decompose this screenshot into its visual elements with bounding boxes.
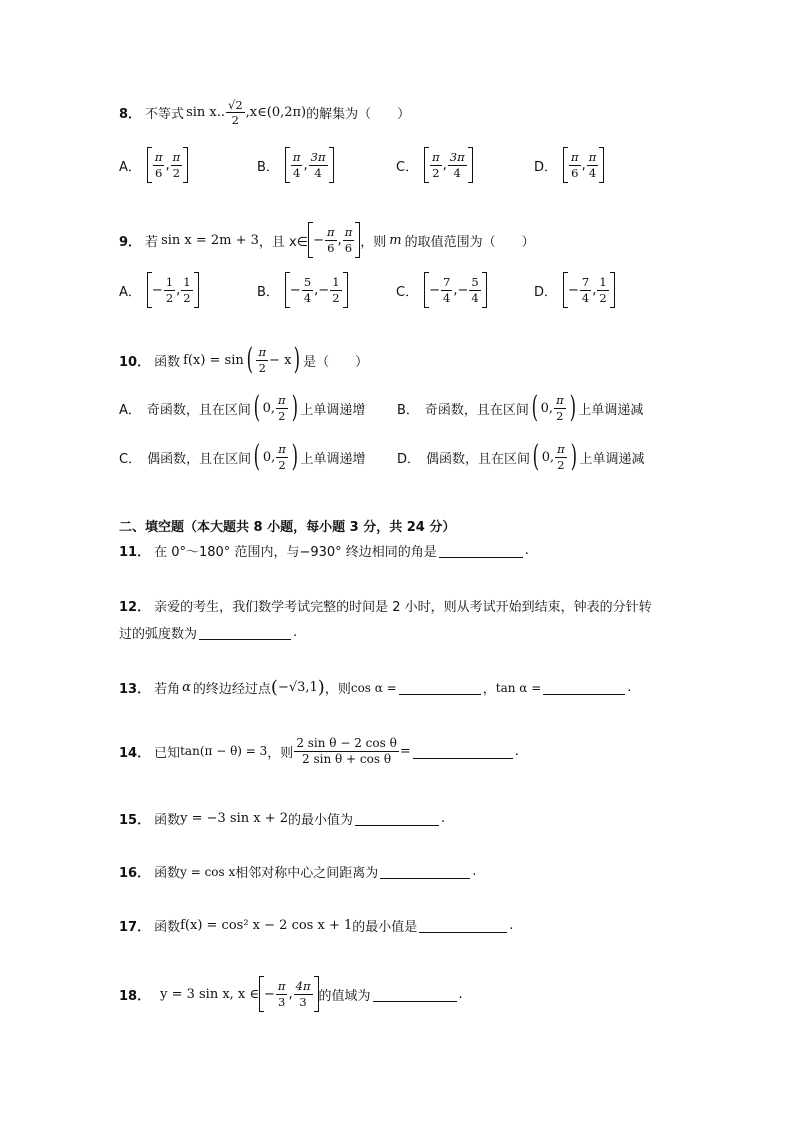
question-14 bbox=[119, 737, 519, 765]
option-letter: B． bbox=[397, 402, 419, 418]
question-number: 17． bbox=[119, 920, 151, 935]
bracket bbox=[482, 272, 487, 308]
numerator: 5 bbox=[303, 275, 312, 290]
question-text: ，则 bbox=[360, 234, 387, 250]
answer-blank[interactable] bbox=[355, 811, 439, 826]
sign: − bbox=[429, 282, 440, 298]
numerator: π bbox=[556, 393, 564, 408]
numerator: π bbox=[588, 150, 597, 165]
paren-left: ( bbox=[253, 439, 261, 474]
question-text: 在 0°～180° 范围内，与−930° 终边相同的角是 bbox=[154, 545, 437, 560]
bracket bbox=[343, 272, 348, 308]
bracket bbox=[468, 147, 473, 183]
paren-left: ( bbox=[532, 439, 540, 474]
denominator: 2 bbox=[557, 457, 565, 472]
numerator: π bbox=[172, 150, 181, 165]
fraction bbox=[309, 151, 328, 178]
option-letter: A． bbox=[119, 402, 141, 418]
question-12 bbox=[119, 596, 652, 615]
paren-right: ) bbox=[291, 390, 298, 425]
question-18: 18． y = 3 sin x, x ∈ − $\frac{\pi}{3}$ , $\frac{4\pi}{3}$ 的值域为 . bbox=[119, 976, 463, 1012]
numerator: π bbox=[571, 150, 579, 165]
question-16 bbox=[119, 862, 476, 881]
fraction bbox=[291, 151, 303, 178]
fraction bbox=[448, 151, 467, 178]
option-text: 奇函数，且在区间 bbox=[424, 402, 529, 418]
answer-blank[interactable] bbox=[413, 744, 513, 759]
math-expression: y = 3 sin x, x ∈ bbox=[160, 986, 260, 1002]
option-letter: A． bbox=[119, 159, 141, 175]
question-text: 不等式 bbox=[145, 107, 185, 123]
math-expression: sin x.. bbox=[186, 105, 225, 121]
fraction bbox=[469, 276, 480, 303]
question-text: 的解集为（ ） bbox=[306, 107, 411, 123]
paren-left: ( bbox=[531, 390, 539, 425]
paren-right: ) bbox=[317, 677, 325, 698]
punctuation: . bbox=[472, 864, 477, 879]
denominator: 3 bbox=[299, 994, 307, 1009]
question-number: 11． bbox=[119, 545, 151, 560]
paren-right: ) bbox=[569, 390, 576, 425]
option-letter: C． bbox=[396, 159, 419, 175]
question-number: 8． bbox=[119, 107, 142, 123]
answer-blank[interactable] bbox=[380, 864, 470, 879]
numerator: 7 bbox=[581, 275, 590, 290]
fraction bbox=[587, 151, 599, 178]
numerator: 4π bbox=[295, 979, 311, 994]
option-text: 偶函数，且在区间 bbox=[426, 451, 531, 467]
denominator: 6 bbox=[571, 165, 579, 180]
bracket bbox=[183, 147, 188, 183]
option-9c[interactable]: C． − $\frac{7}{4}$ , − $\frac{5}{4}$ bbox=[396, 272, 487, 308]
answer-blank[interactable] bbox=[439, 543, 523, 558]
math-expression: − x bbox=[269, 352, 292, 368]
denominator: 4 bbox=[303, 290, 312, 305]
denominator: 4 bbox=[293, 165, 301, 180]
bracket bbox=[424, 147, 429, 183]
option-letter: C． bbox=[396, 284, 419, 300]
punctuation: ， bbox=[482, 682, 496, 697]
answer-blank[interactable] bbox=[419, 918, 507, 933]
fraction bbox=[343, 226, 355, 253]
option-letter: D． bbox=[534, 159, 558, 175]
question-number: 15． bbox=[119, 813, 151, 828]
sign: − bbox=[289, 282, 301, 298]
question-text: ，则 bbox=[324, 682, 351, 697]
option-8c[interactable]: C． $\frac{\pi}{2}$ , $\frac{3\pi}{4}$ bbox=[396, 147, 473, 183]
answer-blank-cos[interactable] bbox=[399, 680, 481, 695]
question-text: ，则 bbox=[267, 745, 294, 761]
punctuation: . bbox=[441, 811, 446, 826]
question-text: ，且 x∈ bbox=[258, 234, 309, 250]
fraction bbox=[276, 980, 288, 1007]
denominator: 2 bbox=[332, 290, 340, 305]
numerator: π bbox=[432, 150, 440, 165]
numerator: 2 sin θ − 2 cos θ bbox=[296, 736, 397, 750]
option-10c[interactable] bbox=[119, 439, 366, 474]
option-8d[interactable]: D． $\frac{\pi}{6}$ , $\frac{\pi}{4}$ bbox=[534, 147, 604, 183]
question-text: 若 bbox=[145, 234, 159, 250]
question-13 bbox=[119, 677, 631, 698]
option-9d[interactable]: D． − $\frac{7}{4}$ , $\frac{1}{2}$ bbox=[534, 272, 615, 308]
question-15 bbox=[119, 809, 445, 828]
question-text: 的最小值为 bbox=[288, 813, 354, 828]
fraction bbox=[330, 276, 341, 303]
answer-blank[interactable] bbox=[373, 987, 457, 1002]
denominator: 4 bbox=[581, 290, 590, 305]
question-10 bbox=[119, 342, 369, 377]
bracket bbox=[610, 272, 615, 308]
math-expression: ,x∈(0,2π) bbox=[245, 105, 307, 121]
denominator: 2 bbox=[432, 165, 440, 180]
punctuation: . bbox=[524, 543, 529, 558]
option-text: 上单调递减 bbox=[578, 402, 644, 418]
question-number: 9． bbox=[119, 234, 142, 250]
question-9: 9． 若 sin x = 2m + 3 ，且 x∈ − $\frac{\pi}{6}$ , $\frac{\pi}{6}$ ，则 m 的取值范围为（ ） bbox=[119, 222, 535, 258]
math-expression: f(x) = sin bbox=[183, 352, 244, 368]
fraction bbox=[554, 394, 566, 421]
math-expression: 0, bbox=[262, 449, 276, 465]
question-8 bbox=[119, 99, 410, 126]
paren-right: ) bbox=[294, 342, 301, 377]
option-9b[interactable]: B． − $\frac{5}{4}$ , − $\frac{1}{2}$ bbox=[257, 272, 348, 308]
fraction bbox=[181, 276, 192, 303]
bracket bbox=[194, 272, 199, 308]
bracket bbox=[563, 147, 568, 183]
sign: − bbox=[568, 282, 579, 298]
denominator: 4 bbox=[442, 290, 451, 305]
numerator: π bbox=[326, 225, 335, 240]
question-number: 13． bbox=[119, 682, 151, 697]
option-letter: D． bbox=[397, 451, 421, 467]
math-expression: 0, bbox=[540, 400, 554, 416]
option-text: 偶函数，且在区间 bbox=[147, 451, 252, 467]
denominator: 2 bbox=[172, 165, 181, 180]
question-text: 是（ ） bbox=[303, 354, 369, 370]
question-text: 相邻对称中心之间距离为 bbox=[235, 866, 379, 881]
numerator: 3π bbox=[310, 150, 326, 165]
question-text: 的最小值是 bbox=[352, 920, 418, 935]
numerator: 1 bbox=[165, 275, 174, 290]
question-number: 12． bbox=[119, 600, 151, 615]
fraction bbox=[555, 443, 567, 470]
fraction bbox=[430, 151, 442, 178]
fraction bbox=[276, 394, 288, 421]
answer-blank[interactable] bbox=[199, 625, 291, 640]
denominator: 2 bbox=[258, 360, 266, 375]
bracket bbox=[147, 147, 152, 183]
option-letter: B． bbox=[257, 284, 279, 300]
paren-left: ( bbox=[246, 342, 253, 377]
fraction bbox=[302, 276, 313, 303]
paren-left: ( bbox=[253, 390, 261, 425]
numerator: π bbox=[278, 393, 286, 408]
option-text: 上单调递减 bbox=[579, 451, 645, 467]
question-text: 亲爱的考生，我们数学考试完整的时间是 2 小时，则从考试开始到结束，钟表的分针转 bbox=[154, 600, 652, 615]
fraction bbox=[171, 151, 183, 178]
question-12-line2 bbox=[119, 623, 297, 642]
math-expression: y = −3 sin x + 2 bbox=[180, 811, 289, 826]
fraction bbox=[441, 276, 452, 303]
question-text: 的取值范围为（ ） bbox=[404, 234, 535, 250]
fraction bbox=[294, 980, 313, 1007]
math-expression: tan(π − θ) = 3 bbox=[180, 744, 268, 759]
option-text: 上单调递增 bbox=[300, 402, 366, 418]
option-text: 奇函数，且在区间 bbox=[146, 402, 251, 418]
option-letter: B． bbox=[257, 159, 279, 175]
question-11 bbox=[119, 541, 529, 560]
denominator: 2 bbox=[278, 408, 286, 423]
question-text: 函数 bbox=[154, 354, 181, 370]
numerator: √2 bbox=[228, 98, 243, 112]
punctuation: . bbox=[458, 986, 463, 1002]
numerator: 5 bbox=[471, 275, 479, 290]
fraction bbox=[580, 276, 591, 303]
option-10a[interactable] bbox=[119, 390, 366, 425]
numerator: π bbox=[557, 442, 565, 457]
variable: m bbox=[389, 232, 402, 248]
fraction bbox=[294, 737, 399, 765]
numerator: 1 bbox=[332, 275, 340, 290]
math-expression: 0, bbox=[262, 400, 276, 416]
question-text: 已知 bbox=[154, 745, 181, 761]
denominator: 2 bbox=[599, 290, 607, 305]
question-text: 函数 bbox=[154, 920, 181, 935]
denominator: 2 bbox=[231, 113, 239, 128]
fraction bbox=[276, 443, 288, 470]
option-text: 上单调递增 bbox=[300, 451, 366, 467]
question-number: 14． bbox=[119, 745, 151, 761]
numerator: 1 bbox=[599, 275, 607, 290]
fraction bbox=[226, 99, 245, 126]
math-expression: 0, bbox=[541, 449, 555, 465]
question-text: 若角 bbox=[154, 682, 181, 697]
option-letter: A． bbox=[119, 284, 141, 300]
punctuation: . bbox=[514, 743, 519, 759]
option-8a[interactable]: A． $\frac{\pi}{6}$ , $\frac{\pi}{2}$ bbox=[119, 147, 188, 183]
punctuation: . bbox=[509, 918, 514, 933]
bracket bbox=[329, 147, 334, 183]
denominator: 2 bbox=[165, 290, 174, 305]
denominator: 2 bbox=[556, 408, 564, 423]
fraction bbox=[256, 346, 268, 373]
paren-left: ( bbox=[270, 677, 278, 698]
question-number: 18． bbox=[119, 988, 151, 1004]
math-expression: −√3,1 bbox=[277, 680, 318, 695]
numerator: π bbox=[292, 150, 301, 165]
option-10d[interactable] bbox=[397, 439, 645, 474]
paren-right: ) bbox=[291, 439, 298, 474]
question-text: 过的弧度数为 bbox=[119, 627, 198, 642]
math-expression: sin x = 2m + 3 bbox=[161, 232, 259, 248]
fraction bbox=[325, 226, 337, 253]
option-8b[interactable]: B． $\frac{\pi}{4}$ , $\frac{3\pi}{4}$ bbox=[257, 147, 334, 183]
numerator: π bbox=[344, 225, 353, 240]
answer-blank-tan[interactable] bbox=[543, 680, 625, 695]
variable: α bbox=[182, 680, 191, 695]
numerator: π bbox=[258, 345, 267, 360]
fraction bbox=[597, 276, 608, 303]
numerator: 3π bbox=[449, 150, 465, 165]
question-text: 的值域为 bbox=[318, 988, 371, 1004]
question-number: 10． bbox=[119, 354, 151, 370]
fraction bbox=[164, 276, 175, 303]
question-17 bbox=[119, 916, 513, 935]
sign: − bbox=[318, 282, 330, 298]
numerator: 7 bbox=[442, 275, 451, 290]
denominator: 2 bbox=[278, 457, 286, 472]
fraction bbox=[569, 151, 581, 178]
question-text: 函数 bbox=[154, 866, 181, 881]
paren-right: ) bbox=[570, 439, 577, 474]
numerator: π bbox=[154, 150, 163, 165]
math-expression: y = cos x bbox=[180, 864, 236, 879]
denominator: 6 bbox=[344, 240, 353, 255]
denominator: 4 bbox=[453, 165, 461, 180]
punctuation: . bbox=[627, 680, 632, 695]
math-expression: = bbox=[399, 743, 411, 759]
numerator: 1 bbox=[183, 275, 191, 290]
denominator: 6 bbox=[327, 240, 335, 255]
bracket bbox=[285, 147, 290, 183]
punctuation: . bbox=[293, 625, 298, 640]
denominator: 6 bbox=[155, 165, 163, 180]
bracket bbox=[599, 147, 604, 183]
sign: − bbox=[457, 282, 469, 298]
denominator: 4 bbox=[471, 290, 479, 305]
question-text: 函数 bbox=[154, 813, 181, 828]
math-expression: f(x) = cos² x − 2 cos x + 1 bbox=[180, 918, 353, 933]
option-letter: D． bbox=[534, 284, 558, 300]
denominator: 4 bbox=[314, 165, 322, 180]
option-letter: C． bbox=[119, 451, 142, 467]
numerator: π bbox=[277, 979, 286, 994]
question-text: 的终边经过点 bbox=[192, 682, 271, 697]
question-number: 16． bbox=[119, 866, 151, 881]
math-expression: cos α = bbox=[350, 680, 397, 695]
option-10b[interactable] bbox=[397, 390, 644, 425]
fraction bbox=[153, 151, 165, 178]
denominator: 2 bbox=[183, 290, 191, 305]
denominator: 4 bbox=[588, 165, 597, 180]
denominator: 3 bbox=[278, 994, 286, 1009]
math-expression: tan α = bbox=[495, 680, 542, 695]
section-heading: 二、填空题（本大题共 8 小题，每小题 3 分，共 24 分） bbox=[119, 520, 456, 535]
sign: − bbox=[151, 282, 163, 298]
numerator: π bbox=[278, 442, 286, 457]
option-9a[interactable]: A． − $\frac{1}{2}$ , $\frac{1}{2}$ bbox=[119, 272, 199, 308]
denominator: 2 sin θ + cos θ bbox=[302, 751, 392, 766]
